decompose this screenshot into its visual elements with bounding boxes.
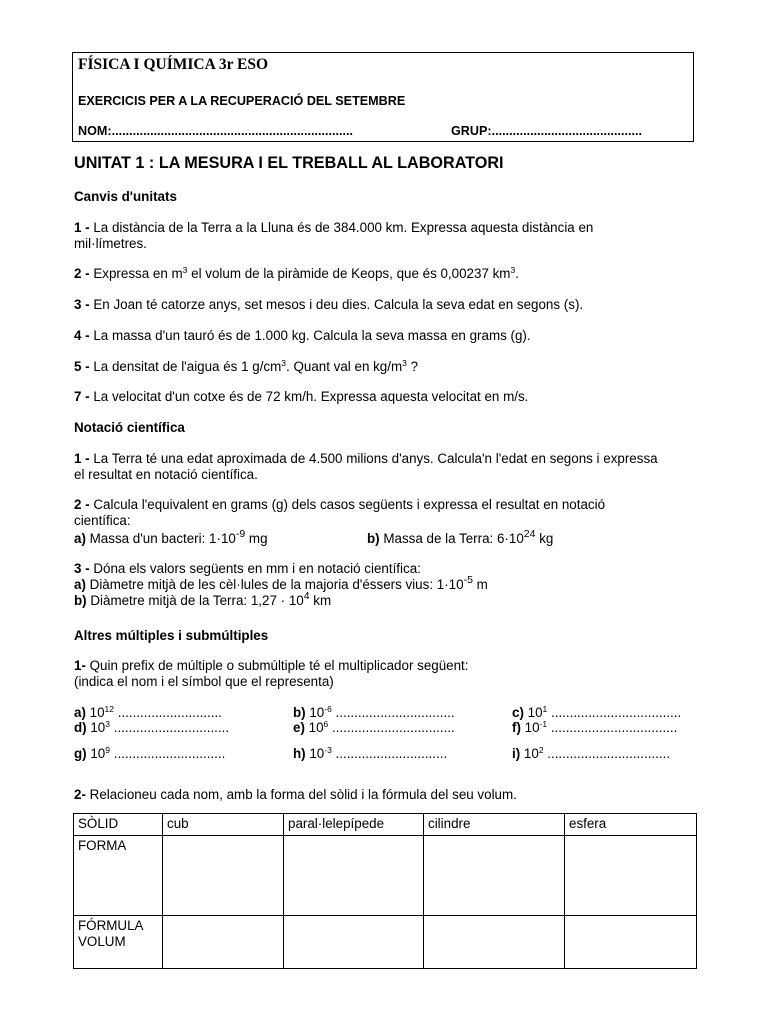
exercise-2-2: [74, 497, 704, 529]
answer-blank: ................................: [331, 705, 455, 720]
answer-blank: .................................: [328, 720, 455, 735]
prefix-item: [74, 705, 222, 721]
superscript: 4: [303, 590, 310, 602]
exercise-text: científica:: [74, 513, 131, 528]
exercise-2-3: [74, 561, 704, 609]
superscript: 12: [104, 704, 115, 714]
exercise-1-2: [74, 266, 704, 282]
exercise-text: La velocitat d'un cotxe és de 72 km/h. Expressa aquesta velocitat en m/s.: [89, 389, 529, 404]
exercise-text: el volum de la piràmide de Keops, que és 0,00237 km: [187, 266, 511, 281]
exercise-text: En Joan té catorze anys, set mesos i deu dies. Calcula la seva edat en segons (s).: [89, 297, 584, 312]
exercise-2-2-b: [367, 528, 554, 547]
exercise-number: 2 -: [74, 497, 90, 512]
exercise-number: 3 -: [74, 297, 90, 312]
exercise-text: La distància de la Terra a la Lluna és de 384.000 km. Expressa aquesta distància en: [89, 220, 594, 235]
item-label: h): [293, 746, 306, 761]
exercise-number: 1 -: [74, 220, 90, 235]
item-label: b): [367, 531, 380, 546]
unit-title: UNITAT 1 : LA MESURA I EL TREBALL AL LABORATORI: [74, 154, 504, 172]
prefix-item: [512, 705, 681, 721]
exercise-text: La densitat de l'aigua és 1 g/cm: [89, 359, 282, 374]
exercise-text: La massa d'un tauró és de 1.000 kg. Calcula la seva massa en grams (g).: [89, 328, 531, 343]
exercise-number: 2-: [74, 787, 86, 802]
item-label: e): [293, 720, 305, 735]
table-cell: [565, 836, 697, 916]
superscript: 6: [323, 719, 329, 729]
answer-blank: ..................................: [547, 720, 678, 735]
superscript: -5: [463, 574, 473, 586]
exercise-1-3: [74, 297, 704, 313]
item-base: 10: [520, 746, 539, 761]
exercise-number: 5 -: [74, 359, 90, 374]
table-header-cell: paral·lelepípede: [284, 814, 424, 836]
table-row: [74, 916, 697, 969]
exercise-text: (indica el nom i el símbol que el representa): [74, 674, 334, 689]
table-row-label: FORMA: [74, 836, 163, 916]
name-field: NOM:.....................................................................: [78, 124, 354, 138]
answer-blank: ...............................: [110, 720, 230, 735]
exercise-text: el resultat en notació científica.: [74, 467, 258, 482]
superscript: -1: [539, 719, 548, 729]
exercise-text: Relacioneu cada nom, amb la forma del sòlid i la fórmula del seu volum.: [85, 787, 517, 802]
table-cell: [284, 836, 424, 916]
item-label: d): [74, 720, 87, 735]
item-base: 10: [305, 746, 325, 761]
exercise-1-1: [74, 220, 704, 252]
item-text: Diàmetre mitjà de la Terra: 1,27 · 10: [86, 593, 304, 608]
answer-blank: ..............................: [331, 746, 448, 761]
exercise-1-5: [74, 359, 704, 375]
exercise-text: La Terra té una edat aproximada de 4.500 milions d'anys. Calcula'n l'edat en segons i expressa: [89, 451, 658, 466]
group-field: GRUP:...........................................: [451, 124, 643, 138]
answer-blank: ............................: [114, 705, 222, 720]
section-title-multiples: Altres múltiples i submúltiples: [74, 628, 269, 643]
exercise-text: Quin prefix de múltiple o submúltiple té el multiplicador següent:: [85, 658, 469, 673]
table-row: [74, 836, 697, 916]
document-title: FÍSICA I QUÍMICA 3r ESO: [78, 56, 269, 73]
exercise-1-4: [74, 328, 704, 344]
table-header-row: [74, 814, 697, 836]
exercise-3-1: [74, 658, 704, 690]
answer-blank: ..............................: [110, 746, 226, 761]
item-base: 10: [523, 705, 543, 720]
exercise-text: . Quant val en kg/m: [286, 359, 403, 374]
prefix-item: [293, 746, 447, 762]
item-label: i): [512, 746, 521, 761]
exercise-2-1: [74, 451, 704, 483]
table-cell: [163, 836, 284, 916]
table-row-label: [74, 916, 163, 969]
exercise-text: Dóna els valors següents en mm i en notació científica:: [89, 561, 421, 576]
superscript: 3: [402, 358, 407, 368]
item-base: 10: [520, 720, 540, 735]
document-subtitle: EXERCICIS PER A LA RECUPERACIÓ DEL SETEMBRE: [78, 94, 406, 108]
superscript: 3: [281, 358, 287, 368]
row-label-line: FÓRMULA: [78, 918, 144, 933]
item-unit: m: [472, 577, 488, 592]
answer-blank: ...................................: [547, 705, 682, 720]
exercise-text: Calcula l'equivalent en grams (g) dels casos següents i expressa el resultat en notació: [89, 497, 606, 512]
item-label: b): [293, 705, 306, 720]
item-base: 10: [85, 705, 105, 720]
item-label: b): [74, 593, 87, 608]
superscript: -3: [324, 745, 332, 755]
prefix-item: [74, 720, 229, 736]
item-base: 10: [305, 705, 325, 720]
superscript: 9: [105, 745, 110, 755]
item-text: Diàmetre mitjà de les cèl·lules de la majoria d'éssers vius: 1·10: [85, 577, 464, 592]
row-label-line: VOLUM: [78, 934, 126, 949]
table-header-cell: cub: [163, 814, 284, 836]
item-base: 10: [86, 746, 106, 761]
item-unit: km: [309, 593, 332, 608]
item-text: Massa de la Terra: 6·10: [379, 531, 524, 546]
exercise-text: mil·límetres.: [74, 236, 147, 251]
prefix-item: [512, 746, 670, 762]
table-cell: [284, 916, 424, 969]
exercise-2-2-a: [74, 528, 268, 547]
exercise-number: 1-: [74, 658, 86, 673]
exercise-3-2: [74, 787, 704, 803]
exercise-number: 1 -: [74, 451, 90, 466]
item-label: f): [512, 720, 521, 735]
prefix-item: [293, 720, 455, 736]
exercise-text: Expressa en m: [89, 266, 183, 281]
prefix-item: [74, 746, 225, 762]
item-base: 10: [86, 720, 106, 735]
superscript: -9: [235, 528, 246, 540]
superscript: -6: [324, 704, 332, 714]
item-label: g): [74, 746, 87, 761]
table-cell: [163, 916, 284, 969]
table-cell: [424, 836, 565, 916]
table-cell: [565, 916, 697, 969]
superscript: 3: [182, 265, 188, 275]
superscript: 1: [542, 704, 548, 714]
answer-blank: .................................: [543, 746, 671, 761]
item-label: a): [74, 577, 86, 592]
superscript: 3: [105, 719, 110, 729]
item-unit: mg: [245, 531, 268, 546]
table-header-cell: esfera: [565, 814, 697, 836]
item-label: c): [512, 705, 524, 720]
superscript: 24: [523, 528, 536, 540]
exercise-number: 7 -: [74, 389, 90, 404]
section-title-canvis: Canvis d'unitats: [74, 189, 177, 204]
superscript: 3: [510, 265, 516, 275]
table-header-cell: SÒLID: [74, 814, 163, 836]
exercise-text: ?: [406, 359, 419, 374]
exercise-number: 2 -: [74, 266, 90, 281]
table-header-cell: cilindre: [424, 814, 565, 836]
section-title-notacio: Notació científica: [74, 420, 185, 435]
superscript: 2: [538, 745, 544, 755]
solids-table: [73, 813, 697, 969]
item-base: 10: [304, 720, 324, 735]
header-box: [72, 52, 694, 142]
item-unit: kg: [535, 531, 554, 546]
exercise-1-7: [74, 389, 704, 405]
item-text: Massa d'un bacteri: 1·10: [85, 531, 236, 546]
prefix-item: [512, 720, 677, 736]
item-label: a): [74, 531, 86, 546]
exercise-text: .: [515, 266, 519, 281]
table-cell: [424, 916, 565, 969]
prefix-item: [293, 705, 455, 721]
exercise-number: 4 -: [74, 328, 90, 343]
item-label: a): [74, 705, 86, 720]
exercise-number: 3 -: [74, 561, 90, 576]
